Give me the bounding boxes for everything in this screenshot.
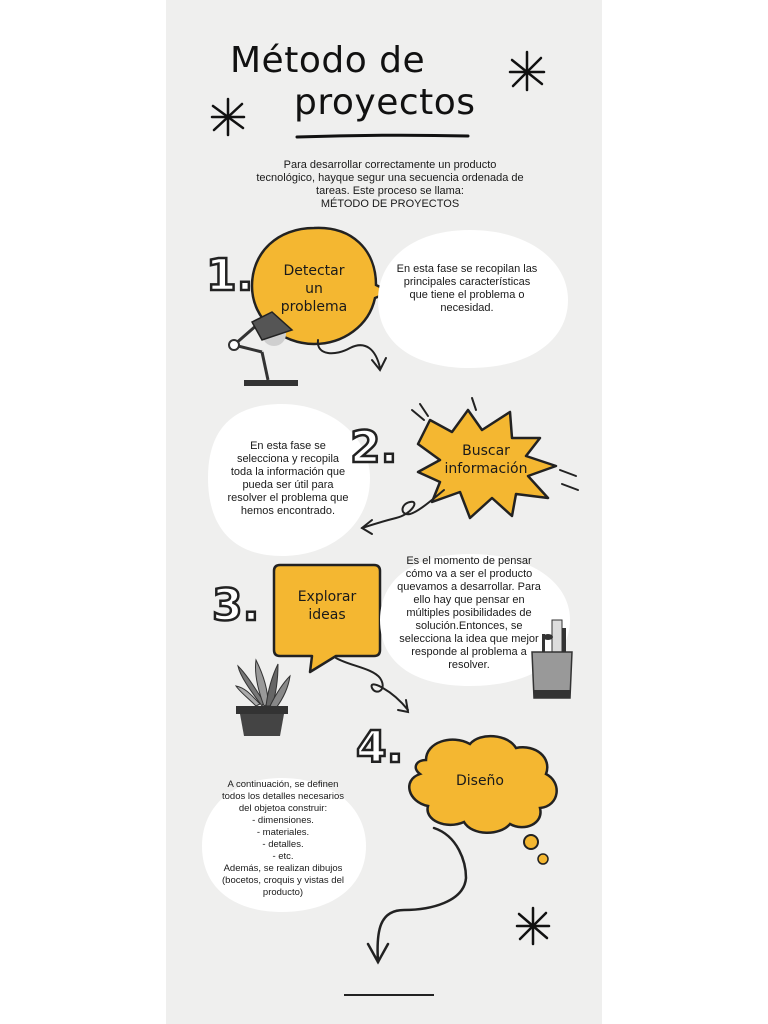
page-title-line2: proyectos (294, 82, 476, 123)
step-number-3: 3. (212, 580, 260, 631)
step-text-2: En esta fase se selecciona y recopila toda la información que pueda ser útil para resolver el problema que hemos encontrado. (227, 440, 349, 517)
step-number-4: 4. (356, 722, 404, 773)
title-underline (297, 135, 468, 137)
step-number-2: 2. (350, 422, 398, 473)
curly-arrow-icon (368, 828, 466, 962)
thought-dot (538, 854, 548, 864)
step-text-4: A continuación, se definen todos los detalles necesarios del objetoa construir: - dimensiones. - materiales. - detalles. - etc. Además, se realizan dibujos (bocetos, croquis y vistas del producto) (222, 779, 344, 898)
step-text-3: Es el momento de pensar cómo va a ser el producto quevamos a desarrollar. Para ello hay que pensar en múltiples posibilidades de solución.Entonces, se selecciona la idea que mejor responde al problema a resolver. (397, 555, 541, 671)
page-title-line1: Método de (230, 40, 426, 81)
curly-arrow-icon (362, 490, 444, 534)
step-label-1: Detectar un problema (280, 263, 348, 315)
step-text-1: En esta fase se recopilan las principales características que tiene el problema o necesidad. (396, 263, 538, 314)
intro-text: Para desarrollar correctamente un producto tecnológico, hayque segur una secuencia ordenada de tareas. Este proceso se llama: MÉTODO DE PROYECTOS (256, 159, 524, 210)
step-number-1: 1. (206, 250, 254, 301)
curly-arrow-icon (318, 340, 386, 370)
thought-dot (524, 835, 538, 849)
step-label-4: Diseño (455, 773, 504, 789)
potted-plant-icon (236, 660, 290, 736)
step-label-2: Buscar información (444, 443, 528, 477)
sparkle-icon (212, 99, 244, 135)
sparkle-icon (517, 908, 549, 944)
step-label-3: Explorar ideas (297, 589, 357, 623)
